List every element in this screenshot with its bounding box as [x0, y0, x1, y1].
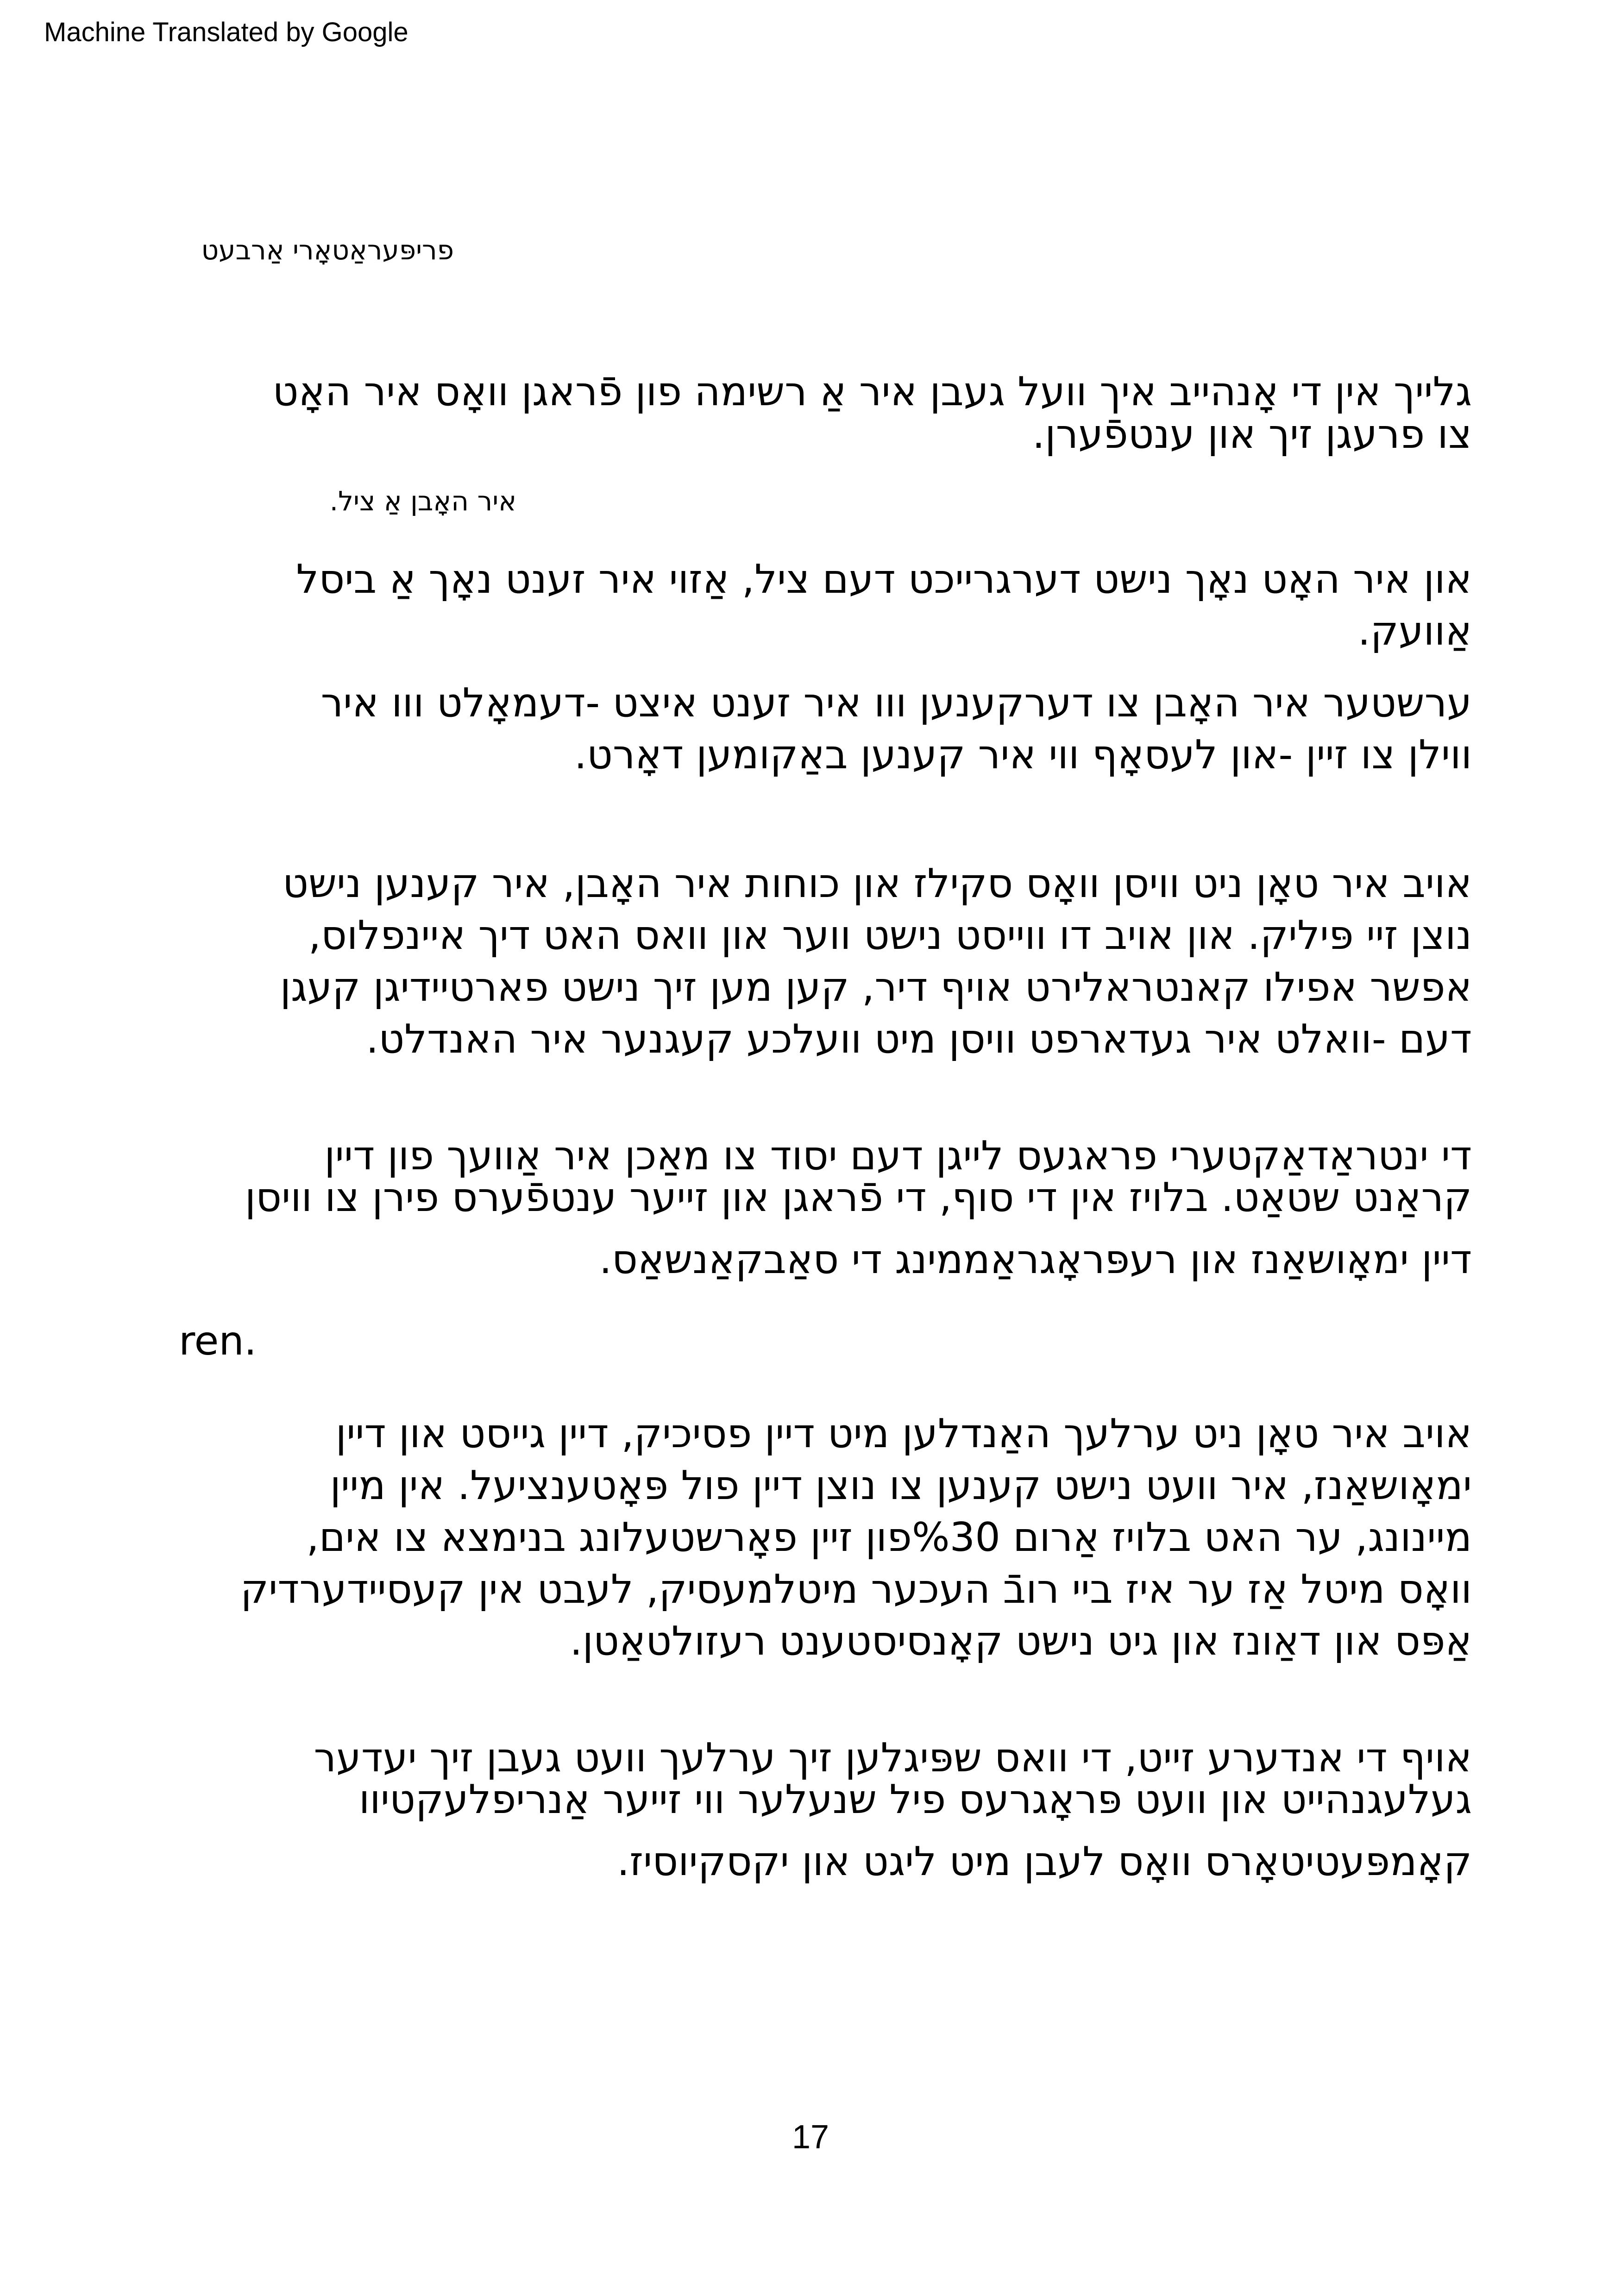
paragraph-line: און איר האָט נאָך נישט דערגרייכט דעם ציל, אַזוי איר זענט נאָך אַ ביסל [296, 556, 1472, 602]
paragraph-line: אַפּס און דאַונז און גיט נישט קאָנסיסטענט רעזולטאַטן. [570, 1618, 1472, 1664]
paragraph-2 [296, 553, 1472, 657]
paragraph-line: די ינטראַדאַקטערי פראגעס לייגן דעם יסוד צו מאַכן איר אַוועך פון דיין [324, 1133, 1472, 1179]
paragraph-line: קראַנט שטאַט. בלויז אין די סוף, די פֿראגן און זייער ענטפֿערס פירן צו וויסן [245, 1174, 1472, 1221]
paragraph-line: אפשר אפילו קאנטראלירט אויף דיר, קען מען זיך נישט פארטיידיגן קעגן [280, 964, 1472, 1010]
paragraph-line: אַוועק. [1357, 608, 1472, 654]
paragraph-4 [280, 858, 1472, 1065]
paragraph-line: נוצן זיי פּיליק. און אויב דו ווייסט נישט ווער און וואס האט דיך איינפלוס, [308, 912, 1472, 959]
section-title: פריפּעראַטאָרי אַרבעט [201, 234, 454, 266]
paragraph-line: דעם -וואלט איר געדארפט וויסן מיט וועלכע קעגנער איר האנדלט. [366, 1016, 1472, 1062]
paragraph-line: אויב איר טאָן ניט ערלעך האַנדלען מיט דיין פסיכיק, דיין גייסט און דיין [335, 1411, 1472, 1457]
translation-banner: Machine Translated by Google [44, 17, 408, 47]
paragraph-line: ווילן צו זיין -און לעסאָף ווי איר קענען באַקומען דאָרט. [574, 732, 1472, 778]
paragraph-line: צו פרעגן זיך און ענטפֿערן. [1032, 411, 1472, 458]
paragraph-3 [321, 677, 1472, 781]
goal-note: איר האָבן אַ ציל. [329, 485, 516, 517]
paragraph-line: קאָמפּעטיטאָרס וואָס לעבן מיט ליגט און יקסקיוסיז. [616, 1838, 1472, 1885]
paragraph-1 [273, 366, 1472, 460]
paragraph-line: ימאָושאַנז, איר וועט נישט קענען צו נוצן דיין פול פּאָטענציעל. אין מיין [330, 1462, 1472, 1509]
paragraph-line: ערשטער איר האָבן צו דערקענען ווו איר זענט איצט -דעמאָלט ווו איר [320, 680, 1472, 726]
paragraph-line: מיינונג, ער האט בלויז אַרום %30פון זיין פאָרשטעלונג בנימצא צו אים, [306, 1514, 1472, 1561]
paragraph-line: גלייך אין די אָנהייב איך וועל געבן איר אַ רשימה פון פֿראגן וואָס איר האָט [272, 369, 1472, 415]
paragraph-line: דיין ימאָושאַנז און רעפּראָגראַממינג די סאַבקאַנשאַס. [599, 1236, 1472, 1283]
paragraph-7 [314, 1732, 1472, 1888]
paragraph-line: אויף די אנדערע זייט, די וואס שפּיגלען זיך ערלעך וועט געבן זיך יעדער [314, 1735, 1472, 1781]
paragraph-line: געלעגנהייט און וועט פּראָגרעס פיל שנעלער ווי זייער אַנריפלעקטיוו [358, 1776, 1472, 1823]
paragraph-6 [240, 1408, 1472, 1667]
paragraph-line: אויב איר טאָן ניט וויסן וואָס סקילז און כוחות איר האָבן, איר קענען נישט [283, 860, 1472, 907]
page-number: 17 [792, 2119, 829, 2156]
paragraph-5 [245, 1130, 1472, 1286]
stray-text-fragment: ren. [179, 1318, 257, 1364]
paragraph-line: וואָס מיטל אַז ער איז ביי רובֿ העכער מיטלמעסיק, לעבט אין קעסיידערדיק [240, 1566, 1472, 1612]
